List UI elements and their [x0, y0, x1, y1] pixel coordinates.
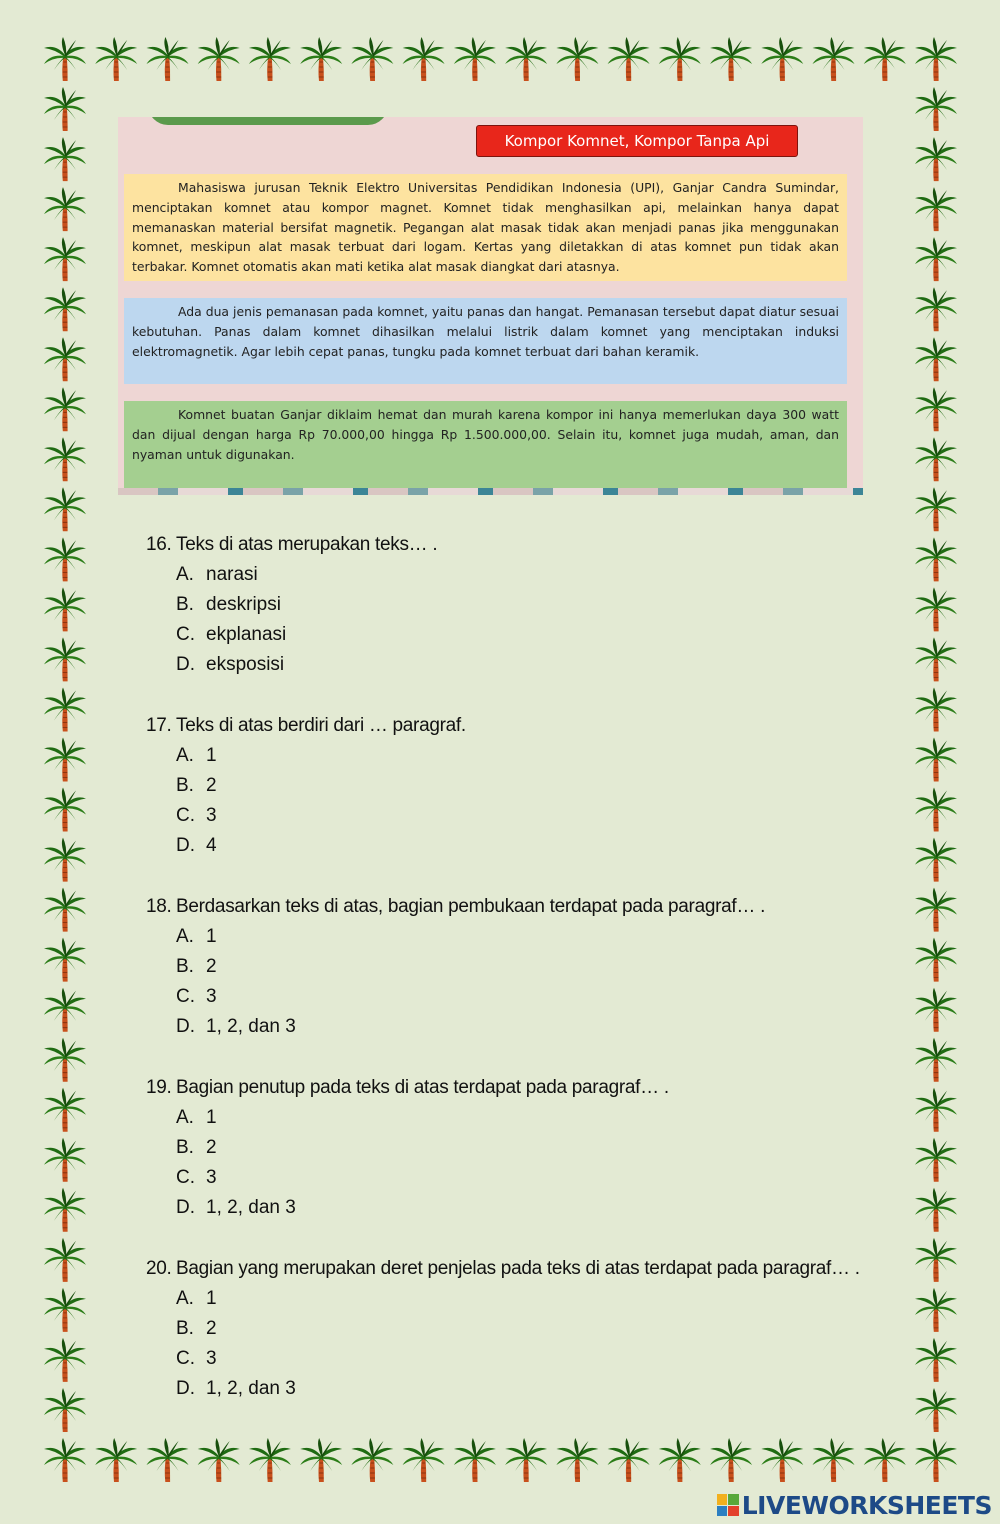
option-b[interactable] — [146, 590, 906, 620]
option-label: C. — [176, 1167, 195, 1188]
palm-tree-icon — [915, 287, 957, 331]
question-16 — [146, 530, 906, 680]
palm-tree-icon — [44, 287, 86, 331]
palm-tree-icon — [403, 37, 445, 81]
palm-tree-icon — [44, 1388, 86, 1432]
option-label: C. — [176, 805, 195, 826]
palm-tree-icon — [44, 137, 86, 181]
paragraph-1: Mahasiswa jurusan Teknik Elektro Universitas Pendidikan Indonesia (UPI), Ganjar Candra Sumindar, menciptakan komnet atau kompor magnet. Komnet tidak menghasilkan api, melainkan hanya dapat memanaskan material bersifat magnetik. Pegangan alat masak tidak akan menjadi panas jika menggunakan komnet, meskipun alat masak terbuat dari logam. Kertas yang diletakkan di atas komnet pun tidak akan terbakar. Komnet otomatis akan mati ketika alat masak diangkat dari atasnya. — [124, 174, 847, 281]
decorative-strip — [118, 488, 863, 495]
option-c[interactable] — [146, 1344, 906, 1374]
palm-tree-icon — [915, 187, 957, 231]
palm-tree-icon — [915, 387, 957, 431]
palm-tree-icon — [915, 788, 957, 832]
palm-tree-icon — [249, 37, 291, 81]
option-a[interactable] — [146, 1103, 906, 1133]
palm-tree-icon — [915, 437, 957, 481]
option-label: A. — [176, 745, 194, 766]
option-c[interactable] — [146, 620, 906, 650]
palm-tree-icon — [44, 487, 86, 531]
option-b[interactable] — [146, 771, 906, 801]
palm-tree-icon — [403, 1438, 445, 1482]
option-d[interactable] — [146, 1012, 906, 1042]
palm-tree-icon — [915, 337, 957, 381]
option-text: 1 — [206, 745, 217, 766]
palm-tree-icon — [915, 938, 957, 982]
question-text: Bagian yang merupakan deret penjelas pada teks di atas terdapat pada paragraf… . — [176, 1258, 860, 1279]
palm-tree-icon — [147, 37, 189, 81]
palm-tree-icon — [44, 938, 86, 982]
palm-tree-icon — [710, 1438, 752, 1482]
palm-tree-icon — [915, 1238, 957, 1282]
option-b[interactable] — [146, 1133, 906, 1163]
option-text: 3 — [206, 1348, 217, 1369]
option-label: C. — [176, 1348, 195, 1369]
palm-tree-icon — [198, 37, 240, 81]
option-d[interactable] — [146, 1374, 906, 1404]
question-stem — [146, 892, 906, 922]
palm-tree-icon — [44, 537, 86, 581]
question-text: Bagian penutup pada teks di atas terdapat pada paragraf… . — [176, 1077, 669, 1098]
palm-tree-icon — [915, 537, 957, 581]
option-label: A. — [176, 1107, 194, 1128]
option-text: 1, 2, dan 3 — [206, 1197, 296, 1218]
question-stem — [146, 530, 906, 560]
palm-tree-icon — [915, 587, 957, 631]
palm-tree-icon — [864, 37, 906, 81]
option-text: 3 — [206, 1167, 217, 1188]
option-b[interactable] — [146, 952, 906, 982]
option-text: 3 — [206, 805, 217, 826]
palm-tree-icon — [915, 1188, 957, 1232]
question-list — [146, 530, 906, 1435]
option-a[interactable] — [146, 922, 906, 952]
palm-tree-icon — [915, 237, 957, 281]
palm-tree-icon — [44, 1238, 86, 1282]
palm-tree-icon — [44, 87, 86, 131]
palm-tree-icon — [454, 37, 496, 81]
option-label: B. — [176, 956, 194, 977]
palm-tree-icon — [44, 888, 86, 932]
option-c[interactable] — [146, 1163, 906, 1193]
palm-tree-icon — [44, 237, 86, 281]
palm-tree-icon — [44, 187, 86, 231]
palm-tree-icon — [915, 888, 957, 932]
option-label: C. — [176, 986, 195, 1007]
option-text: 1 — [206, 926, 217, 947]
palm-tree-icon — [44, 688, 86, 732]
palm-tree-icon — [915, 1038, 957, 1082]
question-number: 16. — [146, 534, 172, 555]
palm-tree-icon — [95, 37, 137, 81]
question-number: 20. — [146, 1258, 172, 1279]
question-number: 19. — [146, 1077, 172, 1098]
palm-tree-icon — [44, 1038, 86, 1082]
option-d[interactable] — [146, 1193, 906, 1223]
option-label: A. — [176, 1288, 194, 1309]
option-text: 2 — [206, 775, 217, 796]
question-stem — [146, 711, 906, 741]
option-text: narasi — [206, 564, 258, 585]
option-c[interactable] — [146, 801, 906, 831]
option-label: B. — [176, 1137, 194, 1158]
option-text: 1 — [206, 1288, 217, 1309]
palm-tree-icon — [44, 1188, 86, 1232]
palm-tree-icon — [44, 587, 86, 631]
palm-tree-icon — [915, 1138, 957, 1182]
palm-tree-icon — [44, 1138, 86, 1182]
palm-tree-icon — [44, 788, 86, 832]
option-text: 2 — [206, 1137, 217, 1158]
palm-tree-icon — [915, 1438, 957, 1482]
option-text: 1, 2, dan 3 — [206, 1378, 296, 1399]
palm-tree-icon — [915, 1388, 957, 1432]
palm-tree-icon — [44, 1338, 86, 1382]
option-text: ekplanasi — [206, 624, 287, 645]
palm-tree-icon — [44, 1088, 86, 1132]
palm-tree-icon — [864, 1438, 906, 1482]
option-text: eksposisi — [206, 654, 285, 675]
palm-tree-icon — [710, 37, 752, 81]
palm-tree-icon — [659, 37, 701, 81]
question-stem — [146, 1254, 906, 1284]
option-label: A. — [176, 564, 194, 585]
palm-tree-icon — [505, 1438, 547, 1482]
option-a[interactable] — [146, 741, 906, 771]
palm-tree-icon — [44, 838, 86, 882]
palm-tree-icon — [915, 37, 957, 81]
question-20 — [146, 1254, 906, 1404]
option-text: 1 — [206, 1107, 217, 1128]
palm-tree-icon — [44, 988, 86, 1032]
palm-tree-icon — [44, 738, 86, 782]
option-label: C. — [176, 624, 195, 645]
palm-tree-icon — [556, 1438, 598, 1482]
palm-tree-icon — [454, 1438, 496, 1482]
option-a[interactable] — [146, 560, 906, 590]
palm-tree-icon — [659, 1438, 701, 1482]
palm-tree-icon — [915, 637, 957, 681]
palm-tree-icon — [556, 37, 598, 81]
palm-tree-icon — [198, 1438, 240, 1482]
paragraph-3: Komnet buatan Ganjar diklaim hemat dan murah karena kompor ini hanya memerlukan daya 300 watt dan dijual dengan harga Rp 70.000,00 hingga Rp 1.500.000,00. Selain itu, komnet juga mudah, aman, dan nyaman untuk digunakan. — [124, 401, 847, 490]
palm-tree-icon — [44, 1438, 86, 1482]
option-b[interactable] — [146, 1314, 906, 1344]
palm-tree-icon — [915, 1088, 957, 1132]
palm-tree-icon — [608, 37, 650, 81]
palm-tree-icon — [44, 437, 86, 481]
palm-tree-icon — [95, 1438, 137, 1482]
palm-tree-icon — [915, 688, 957, 732]
palm-tree-icon — [915, 87, 957, 131]
palm-tree-icon — [915, 988, 957, 1032]
brand-name: LIVEWORKSHEETS — [741, 1490, 992, 1520]
decorative-arc — [148, 117, 388, 125]
option-label: D. — [176, 654, 195, 675]
option-d[interactable] — [146, 650, 906, 680]
palm-tree-icon — [44, 387, 86, 431]
option-label: B. — [176, 1318, 194, 1339]
palm-tree-icon — [915, 137, 957, 181]
option-label: D. — [176, 835, 195, 856]
palm-tree-icon — [44, 637, 86, 681]
question-19 — [146, 1073, 906, 1223]
palm-tree-icon — [44, 1288, 86, 1332]
option-text: 2 — [206, 956, 217, 977]
palm-tree-icon — [147, 1438, 189, 1482]
option-label: A. — [176, 926, 194, 947]
palm-tree-icon — [813, 37, 855, 81]
palm-tree-icon — [915, 1338, 957, 1382]
question-stem — [146, 1073, 906, 1103]
option-text: 2 — [206, 1318, 217, 1339]
option-label: B. — [176, 775, 194, 796]
liveworksheets-logo[interactable] — [717, 1488, 992, 1522]
article-title: Kompor Komnet, Kompor Tanpa Api — [476, 125, 798, 157]
palm-tree-icon — [915, 738, 957, 782]
palm-tree-icon — [915, 838, 957, 882]
palm-tree-icon — [300, 1438, 342, 1482]
question-text: Teks di atas berdiri dari … paragraf. — [176, 715, 466, 736]
palm-tree-icon — [505, 37, 547, 81]
question-number: 17. — [146, 715, 172, 736]
question-number: 18. — [146, 896, 172, 917]
palm-tree-icon — [351, 1438, 393, 1482]
option-text: 3 — [206, 986, 217, 1007]
option-text: 1, 2, dan 3 — [206, 1016, 296, 1037]
option-label: D. — [176, 1016, 195, 1037]
option-text: deskripsi — [206, 594, 281, 615]
option-d[interactable] — [146, 831, 906, 861]
palm-tree-icon — [761, 1438, 803, 1482]
palm-tree-icon — [44, 37, 86, 81]
question-18 — [146, 892, 906, 1042]
paragraph-2: Ada dua jenis pemanasan pada komnet, yaitu panas dan hangat. Pemanasan tersebut dapat diatur sesuai kebutuhan. Panas dalam komnet dihasilkan melalui listrik dalam komnet yang menciptakan induksi elektromagnetik. Agar lebih cepat panas, tungku pada komnet terbuat dari bahan keramik. — [124, 298, 847, 384]
palm-tree-icon — [249, 1438, 291, 1482]
palm-tree-icon — [761, 37, 803, 81]
palm-tree-icon — [813, 1438, 855, 1482]
liveworksheets-icon — [717, 1494, 739, 1516]
option-c[interactable] — [146, 982, 906, 1012]
option-label: D. — [176, 1378, 195, 1399]
palm-tree-icon — [300, 37, 342, 81]
option-text: 4 — [206, 835, 217, 856]
reading-passage — [118, 117, 863, 495]
palm-tree-icon — [915, 487, 957, 531]
palm-tree-icon — [351, 37, 393, 81]
palm-tree-icon — [608, 1438, 650, 1482]
option-label: D. — [176, 1197, 195, 1218]
question-17 — [146, 711, 906, 861]
palm-tree-icon — [915, 1288, 957, 1332]
question-text: Berdasarkan teks di atas, bagian pembukaan terdapat pada paragraf… . — [176, 896, 766, 917]
palm-tree-icon — [44, 337, 86, 381]
question-text: Teks di atas merupakan teks… . — [176, 534, 438, 555]
option-label: B. — [176, 594, 194, 615]
option-a[interactable] — [146, 1284, 906, 1314]
